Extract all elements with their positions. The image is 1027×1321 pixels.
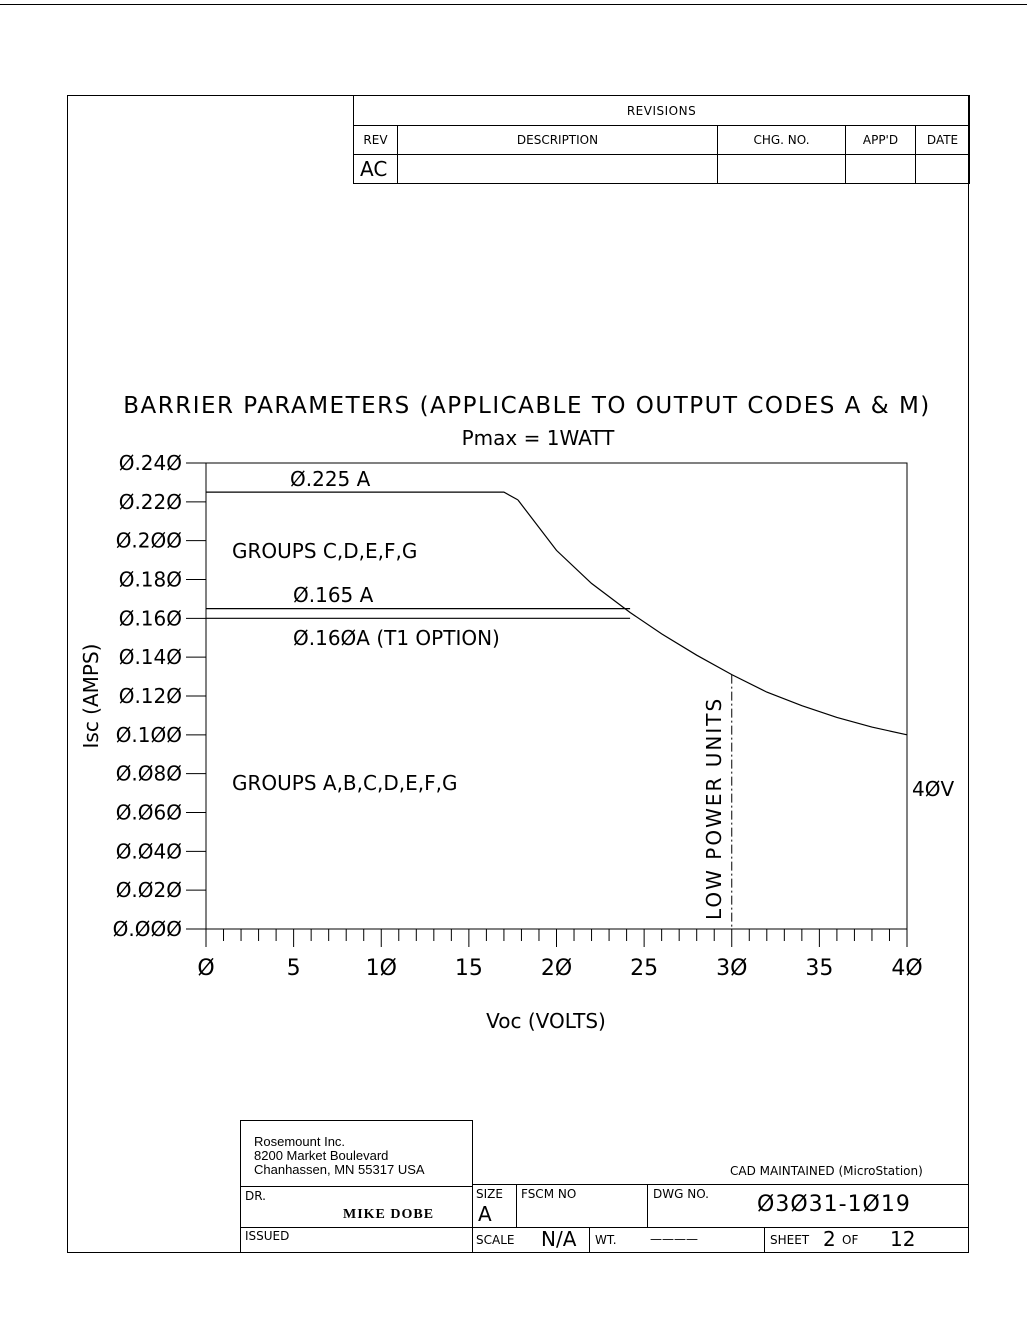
dwg-number: Ø3Ø31-1Ø19 <box>757 1192 911 1217</box>
x-tick-label: 1Ø <box>365 956 397 981</box>
scale-label: SCALE <box>476 1233 515 1247</box>
sheet-label: SHEET <box>770 1233 810 1247</box>
y-tick-label: Ø.1ØØ <box>115 722 182 747</box>
label-160: Ø.16ØA (T1 OPTION) <box>293 626 500 650</box>
y-axis <box>113 451 206 941</box>
x-axis <box>197 929 922 981</box>
series-line <box>206 492 518 500</box>
rev-value: AC <box>354 155 398 184</box>
chart-title: BARRIER PARAMETERS (APPLICABLE TO OUTPUT CODES A & M) <box>123 393 931 419</box>
x-tick-label: Ø <box>197 956 215 981</box>
y-tick-label: Ø.12Ø <box>118 684 182 708</box>
y-tick-label: Ø.22Ø <box>118 489 182 514</box>
x-tick-label: 15 <box>454 956 483 981</box>
y-tick-label: Ø.14Ø <box>118 645 182 670</box>
date-header: DATE <box>916 126 970 155</box>
address-line-2: 8200 Market Boulevard <box>254 1148 389 1163</box>
x-tick-label: 35 <box>805 956 834 981</box>
x-tick-label: 3Ø <box>716 956 748 981</box>
y-tick-label: Ø.Ø6Ø <box>115 800 182 825</box>
plot-area <box>206 463 907 929</box>
low-power-label: LOW POWER UNITS <box>702 696 726 920</box>
right-voltage-label: 4ØV <box>912 777 955 801</box>
x-axis-label: Voc (VOLTS) <box>486 1009 606 1033</box>
address-line-3: Chanhassen, MN 55317 USA <box>254 1162 425 1177</box>
wt-label: WT. <box>595 1233 617 1247</box>
y-tick-label: Ø.ØØØ <box>112 917 182 941</box>
title-block <box>240 1120 969 1253</box>
groups-upper-label: GROUPS C,D,E,F,G <box>232 539 418 563</box>
issued-label: ISSUED <box>245 1229 290 1243</box>
x-tick-label: 2Ø <box>540 956 573 981</box>
label-225: Ø.225 A <box>290 467 371 491</box>
size-value: A <box>478 1202 492 1226</box>
y-tick-label: Ø.Ø8Ø <box>115 761 182 786</box>
dwg-label: DWG NO. <box>653 1187 709 1201</box>
address-line-1: Rosemount Inc. <box>254 1134 346 1149</box>
description-header: DESCRIPTION <box>398 126 718 155</box>
chart-subtitle: Pmax = 1WATT <box>461 426 615 450</box>
y-tick-label: Ø.24Ø <box>118 451 182 475</box>
x-tick-label: 4Ø <box>891 956 923 981</box>
y-tick-label: Ø.16Ø <box>118 606 182 631</box>
x-tick-label: 25 <box>630 956 659 981</box>
scale-value: N/A <box>541 1227 577 1251</box>
series-layer <box>206 492 907 735</box>
y-tick-label: Ø.Ø2Ø <box>115 878 182 903</box>
label-165: Ø.165 A <box>293 583 374 607</box>
y-axis-label: Isc (AMPS) <box>79 643 103 749</box>
appd-header: APP'D <box>846 126 916 155</box>
sheet-value: 2 <box>823 1227 836 1251</box>
y-tick-label: Ø.Ø4Ø <box>115 839 182 864</box>
of-label: OF <box>842 1233 859 1247</box>
wt-value: ———— <box>650 1232 698 1246</box>
y-tick-label: Ø.18Ø <box>118 567 182 592</box>
cad-note: CAD MAINTAINED (MicroStation) <box>730 1164 923 1178</box>
chg-no-header: CHG. NO. <box>718 126 846 155</box>
revisions-title: REVISIONS <box>354 96 970 126</box>
fscm-label: FSCM NO <box>521 1187 577 1201</box>
rev-header: REV <box>354 126 398 155</box>
of-value: 12 <box>890 1227 916 1251</box>
drawer-name: MIKE DOBE <box>343 1207 435 1222</box>
groups-lower-label: GROUPS A,B,C,D,E,F,G <box>232 771 458 795</box>
x-tick-label: 5 <box>286 956 301 981</box>
y-tick-label: Ø.2ØØ <box>115 528 182 553</box>
dr-label: DR. <box>245 1189 266 1203</box>
size-label: SIZE <box>476 1187 503 1201</box>
